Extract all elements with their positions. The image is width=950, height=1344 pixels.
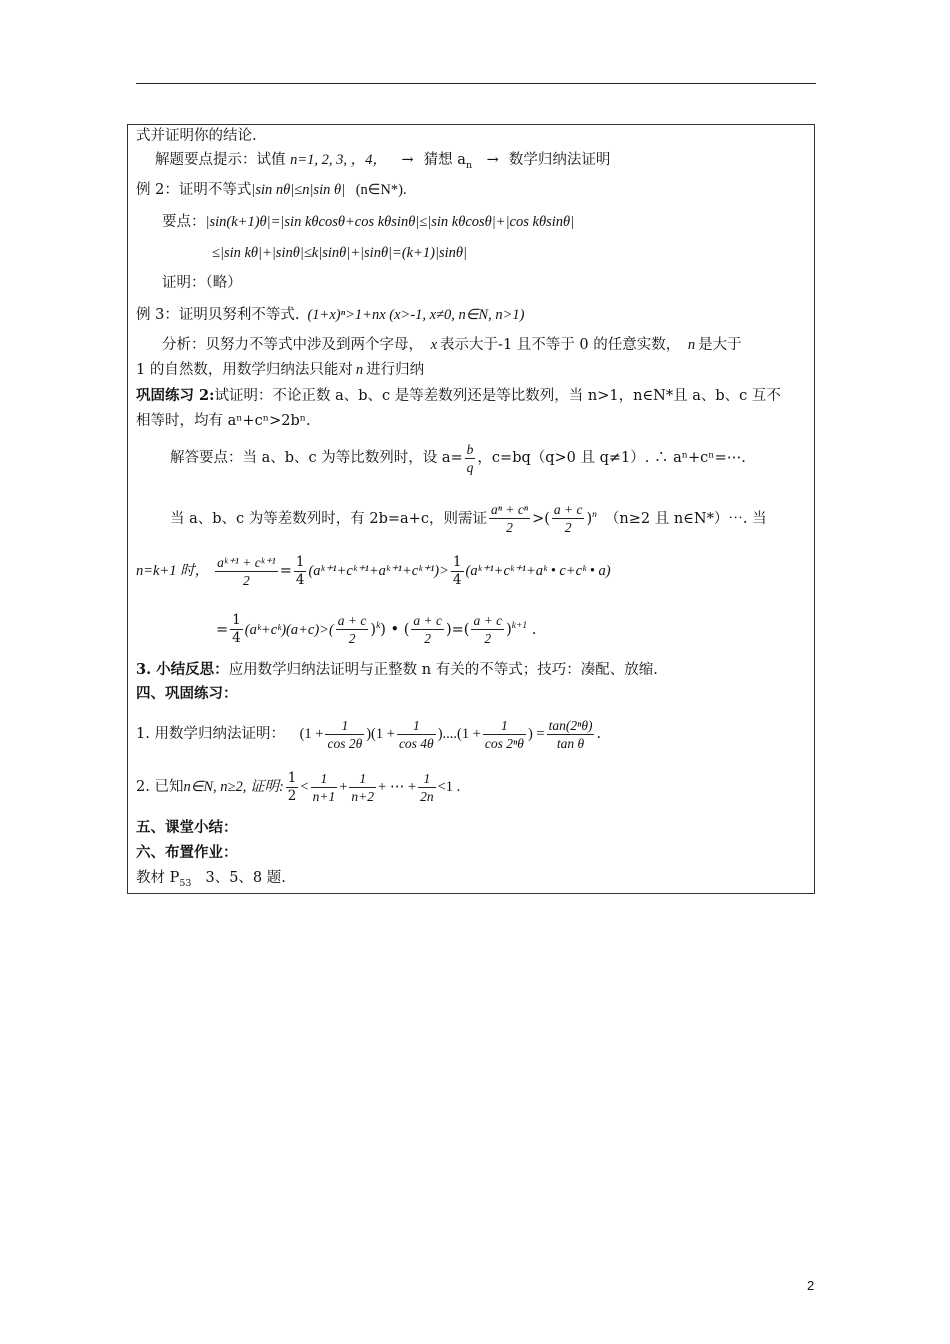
example-3-analysis-1: 分析：贝努力不等式中涉及到两个字母， x 表示大于-1 且不等于 0 的任意实数， n 是大于: [162, 337, 742, 353]
example-2-key-line-1: 要点：|sin(k+1)θ|=|sin kθcosθ+cos kθsinθ|≤|sin kθcosθ|+|cos kθsinθ|: [162, 214, 575, 230]
practice-2-line-1: 巩固练习 2:试证明：不论正数 a、b、c 是等差数列还是等比数列，当 n>1，n∈N*且 a、b、c 互不: [136, 387, 781, 404]
section-4-title: 四、巩固练习：: [136, 685, 238, 702]
hint-line: 解题要点提示：试值 n=1, 2, 3, ，4， → 猜想 $a_n$ → 数学归纳法证明: [155, 152, 611, 171]
section-6-title: 六、布置作业：: [136, 844, 238, 861]
homework-line: 教材 $P_{53}$ 3、5、8 题.: [136, 870, 286, 889]
practice-2-induction-step: n=k+1 时， $\frac{\text{aᵏ⁺¹ + cᵏ⁺¹}}{2}$ = $\frac{1}{4}$ (aᵏ⁺¹+cᵏ⁺¹+aᵏ⁺¹+cᵏ⁺¹)> $\frac{1}{4}$ (aᵏ⁺¹+cᵏ⁺¹+aᵏ • c+cᵏ • a): [136, 553, 611, 588]
summary-line: 3. 小结反思：应用数学归纳法证明与正整数 n 有关的不等式；技巧：凑配、放缩.: [136, 661, 658, 678]
practice-2-line-2: 相等时，均有 aⁿ+cⁿ>2bⁿ.: [136, 413, 311, 429]
practice-2-arithmetic-solution: 当 a、b、c 为等差数列时，有 2b=a+c，则需证 $\frac{\text{aⁿ + cⁿ}}{2}$ >( $\frac{a + c}{2}$ )$^n$ （n≥2 且 n∈N*）⋯. 当: [170, 502, 767, 536]
practice-2-final-step: = $\frac{1}{4}$ (aᵏ+cᵏ)(a+c)>( $\frac{a + c}{2}$ )$^k$) • ( $\frac{a + c}{2}$ )=( $\frac{a + c}{2}$ )$^{k+1}$ .: [216, 612, 537, 647]
header-rule: [136, 83, 816, 84]
example-3-analysis-2: 1 的自然数，用数学归纳法只能对 n 进行归纳: [136, 362, 425, 378]
example-2-proof: 证明：（略）: [162, 275, 242, 291]
continuation-line: 式并证明你的结论.: [136, 128, 257, 144]
section-5-title: 五、课堂小结：: [136, 819, 238, 836]
question-2: 2. 已知n∈N, n≥2, 证明: $\frac{1}{2}$ < $\frac{1}{n+1}$ + $\frac{1}{n+2}$ + ⋯ + $\frac{1}{2n}$ <1 .: [136, 769, 461, 804]
example-3-statement: 例 3：证明贝努利不等式. (1+x)ⁿ>1+nx (x>-1, x≠0, n∈N, n>1): [136, 307, 525, 323]
question-1: 1. 用数学归纳法证明： (1 + $\frac{1}{\cos 2\theta}$ )(1 + $\frac{1}{\cos 4\theta}$ )....(1 + $\frac{1}{\text{cos 2ⁿθ}}$ ) = $\frac{\text{tan(2ⁿθ)}}{\text{tan θ}}$ .: [136, 717, 602, 751]
example-2-key-line-2: ≤|sin kθ|+|sinθ|≤k|sinθ|+|sinθ|=(k+1)|sinθ|: [212, 245, 467, 261]
practice-2-geometric-solution: 解答要点：当 a、b、c 为等比数列时，设 a= $\frac{b}{q}$ ，c=bq（q>0 且 q≠1）. ∴ aⁿ+cⁿ=⋯.: [170, 441, 746, 475]
page-number: 2: [807, 1278, 815, 1293]
example-2-statement: 例 2：证明不等式|sin nθ|≤n|sin θ| (n∈N*).: [136, 182, 407, 198]
